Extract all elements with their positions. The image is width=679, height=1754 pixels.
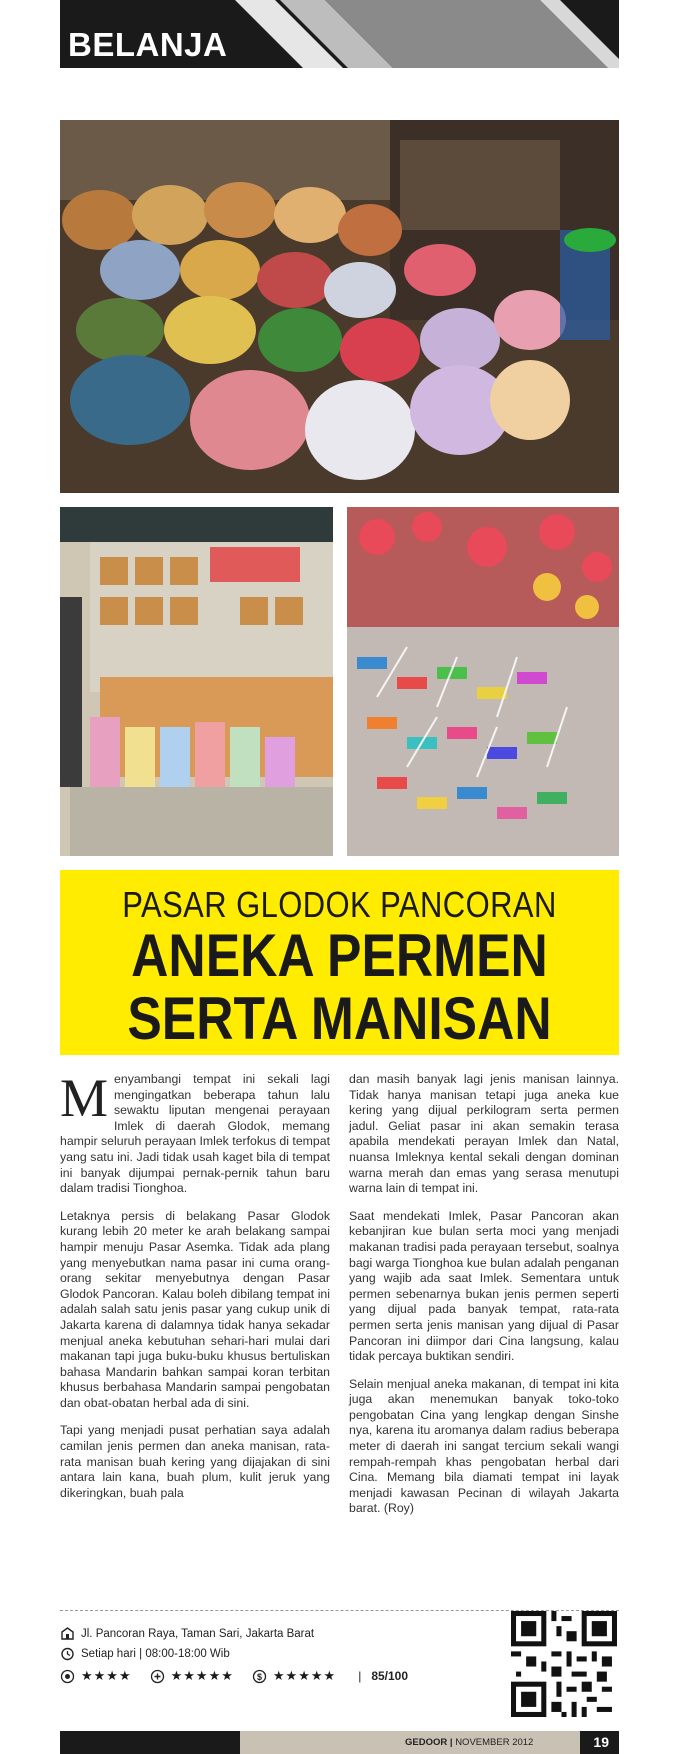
- rating-food: [60, 1668, 132, 1684]
- dropcap: M: [60, 1068, 109, 1128]
- qr-code[interactable]: [511, 1611, 617, 1717]
- clock-icon: [60, 1646, 75, 1661]
- footer-issue: GEDOOR | NOVEMBER 2012: [405, 1737, 534, 1748]
- rating-price: [150, 1668, 234, 1684]
- section-banner: [60, 0, 619, 68]
- score-separator: |: [358, 1669, 362, 1683]
- food-stars: ★★★★: [81, 1668, 132, 1683]
- article-paragraph: Selain menjual aneka makanan, di tempat ini kita juga akan menemukan banyak toko-toko pengobatan Cina yang lengkap dengan Sinshe nya, karena itu aromanya dalam radius beberapa meter di daerah ini sangat tercium sekali wangi rempah-rempah khas pengobatan herbal dari Cina. Memang bila diamati tempat ini layak menjadi kawasan Pecinan di wilayah Jakarta barat. (Roy): [349, 1376, 619, 1516]
- money-icon: [252, 1669, 267, 1684]
- price-icon: [150, 1669, 165, 1684]
- price-stars: ★★★★★: [170, 1668, 234, 1683]
- article-column-right: [349, 1072, 619, 1529]
- overall-score: 85/100: [371, 1669, 409, 1683]
- rating-money: [252, 1668, 336, 1684]
- title-main-line2: SERTA MANISAN: [127, 985, 552, 1052]
- svg-text:$: $: [256, 1671, 262, 1682]
- article-paragraph: Menyambangi tempat ini sekali lagi mengingatkan beberapa tahun lalu sewaktu liputan mengenai perayaan Imlek di daerah Glodok, memang hampir seluruh perayaan Imlek terfokus di tempat yang satu ini. Jadi tidak usah kaget bila di tempat ini banyak dijumpai pernak-pernik tahun baru dalam tradisi Tionghoa.: [60, 1068, 330, 1196]
- page-footer: [60, 1731, 619, 1754]
- article-paragraph: dan masih banyak lagi jenis manisan lainnya. Tidak hanya manisan tetapi juga aneka kue kering yang dijual perkilogram serta permen jadul. Geliat pasar ini akan semakin terasa apabila mendekati perayan Imlek dan Natal, nuansa Imleknya kental sekali dengan dominan warna merah dan emas yang serasa menutupi warna lain di tempat ini.: [349, 1072, 619, 1196]
- info-address: [60, 1626, 314, 1641]
- hours-text: Setiap hari | 08:00-18:00 Wib: [81, 1647, 230, 1660]
- address-text: Jl. Pancoran Raya, Taman Sari, Jakarta Barat: [81, 1627, 315, 1640]
- lollipop-bins-photo: [347, 507, 619, 856]
- info-ratings: [60, 1668, 408, 1684]
- article-paragraph: Tapi yang menjadi pusat perhatian saya adalah camilan jenis permen dan aneka manisan, rata-rata manisan buah kering yang dijajakan di sini antara lain kana, buah plum, kulit jeruk yang dikeringkan, buah pala: [60, 1423, 330, 1500]
- info-hours: [60, 1646, 230, 1661]
- store-icon: [60, 1626, 75, 1641]
- section-title: BELANJA: [68, 26, 228, 63]
- food-icon: [60, 1669, 75, 1684]
- article-paragraph: Saat mendekati Imlek, Pasar Pancoran akan kebanjiran kue bulan serta moci yang menjadi makanan tradisi pada perayaan tersebut, soalnya bagi warga Tionghoa kue bulan adalah penganan yang wajib ada saat Imlek. Sementara untuk permen sebenarnya bukan jenis permen seperti yang dijual pada banyak tempat, rata-rata permen serta jenis manisan yang dijual di Pasar Pancoran ini diimpor dari Cina langsung, kalau tidak percaya buktikan sendiri.: [349, 1208, 619, 1364]
- title-main-line1: ANEKA PERMEN: [131, 922, 548, 989]
- candy-shop-interior-photo: [60, 507, 333, 856]
- article-paragraph: Letaknya persis di belakang Pasar Glodok kurang lebih 20 meter ke arah belakang sampai hampir menuju Pasar Asemka. Tidak ada plang yang menyebutkan nama pasar ini cuma orang-orang sekitar menyebutnya dengan Pasar Glodok Pancoran. Kalau boleh dibilang tempat ini adalah salah satu jenis pasar yang cukup unik di Jakarta karena di dalamnya tidak hanya sekadar menjual aneka kebutuhan sehari-hari mulai dari makanan tapi juga buku-buku khusus bertuliskan bahasa Mandarin bahkan sampai koran terbitan khusus berbahasa Mandarin sampai pengobatan dan obat-obatan herbal ada di sini.: [60, 1208, 330, 1410]
- article-column-left: [60, 1068, 330, 1513]
- page-number: 19: [593, 1734, 609, 1750]
- candy-market-sacks-photo: [60, 120, 619, 493]
- article-title-box: [60, 870, 619, 1055]
- money-stars: ★★★★★: [272, 1668, 337, 1683]
- title-location: PASAR GLODOK PANCORAN: [122, 884, 557, 925]
